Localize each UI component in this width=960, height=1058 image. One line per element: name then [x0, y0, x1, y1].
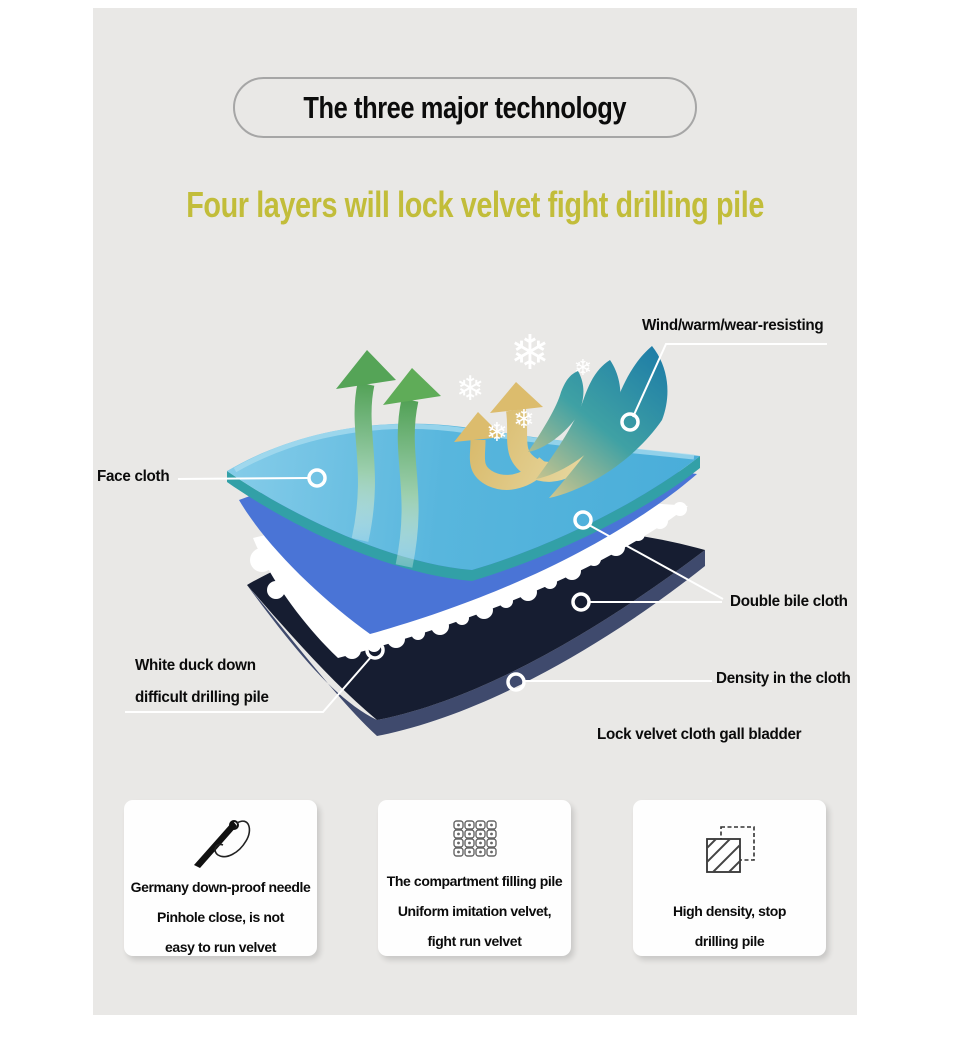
fabric-swatch-icon [701, 818, 759, 882]
card-line: The compartment filling pile [386, 873, 563, 889]
label-face-cloth: Face cloth [97, 468, 170, 485]
label-lock-velvet: Lock velvet cloth gall bladder [597, 726, 802, 743]
card-line: easy to run velvet [164, 939, 277, 955]
label-wind: Wind/warm/wear-resisting [642, 317, 824, 334]
snowflake-icon: ❄ [486, 418, 508, 448]
card-line: Uniform imitation velvet, [397, 903, 552, 919]
label-duck-down-line2: difficult drilling pile [135, 689, 269, 706]
card-text [673, 896, 786, 956]
feature-card-compartment [378, 800, 571, 956]
card-line: High density, stop [672, 903, 787, 919]
label-double-bile: Double bile cloth [730, 593, 848, 610]
label-density: Density in the cloth [716, 670, 851, 687]
card-line: fight run velvet [427, 933, 522, 949]
headline-text: Four layers will lock velvet fight drilling pile [186, 184, 764, 225]
card-text [387, 866, 562, 956]
callout-line-face-cloth [178, 478, 308, 479]
needle-icon [189, 814, 253, 870]
compartment-grid-icon [453, 814, 497, 864]
snowflake-icon: ❄ [573, 356, 593, 381]
feature-card-needle [124, 800, 317, 956]
card-line: Pinhole close, is not [157, 909, 284, 925]
feature-card-density [633, 800, 826, 956]
card-text [131, 872, 311, 962]
card-line: drilling pile [694, 933, 765, 949]
snowflake-icon: ❄ [455, 369, 485, 409]
snowflake-icon: ❄ [509, 325, 551, 381]
card-line: Germany down-proof needle [130, 879, 311, 895]
label-duck-down-line1: White duck down [135, 657, 256, 674]
pill-title: The three major technology [303, 89, 627, 125]
snowflake-icon: ❄ [513, 405, 535, 435]
